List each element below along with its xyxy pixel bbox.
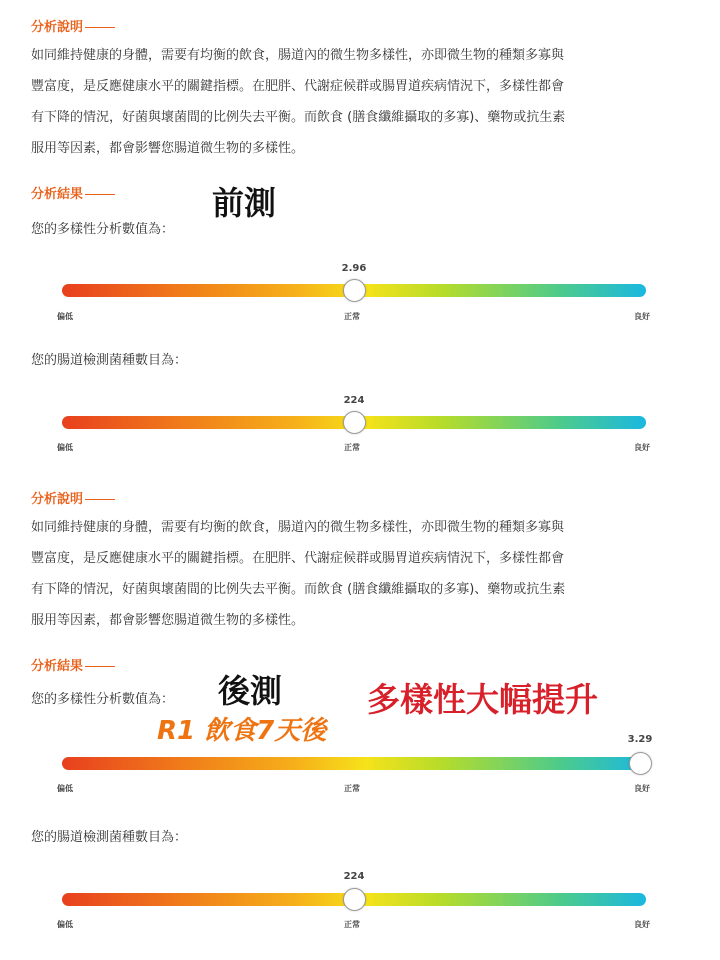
overlay-title: 前測 [212,184,277,222]
scale-mid-label: 正常 [344,312,360,321]
heading-rule [85,666,115,667]
species-value: 224 [343,871,365,882]
scale-low-label: 偏低 [57,784,73,793]
scale-low-label: 偏低 [57,312,73,321]
diversity-value: 2.96 [341,263,367,274]
diversity-label: 您的多樣性分析數值為： [31,222,175,237]
explain-heading: 分析說明 [31,488,115,507]
explain-line: 如同維持健康的身體，需要有均衡的飲食，腸道內的微生物多樣性，亦即微生物的種類多寡與 [31,520,565,535]
heading-rule [85,27,115,28]
diversity-value: 3.29 [627,734,653,745]
explain-line: 服用等因素，都會影響您腸道微生物的多樣性。 [31,141,305,156]
scale-low-label: 偏低 [57,920,73,929]
scale-mid-label: 正常 [344,784,360,793]
explain-line: 有下降的情況，好菌與壞菌間的比例失去平衡。而飲食 (膳食纖維攝取的多寡)、藥物或抗生素 [31,582,566,597]
explain-line: 豐富度，是反應健康水平的關鍵指標。在肥胖、代謝症候群或腸胃道疾病情況下，多樣性都會 [31,79,565,94]
explain-line: 有下降的情況，好菌與壞菌間的比例失去平衡。而飲食 (膳食纖維攝取的多寡)、藥物或抗生素 [31,110,566,125]
scale-high-label: 良好 [634,920,650,929]
scale-high-label: 良好 [634,443,650,452]
heading-rule [85,499,115,500]
diversity-marker [343,279,366,302]
diversity-scale-bar [62,757,646,770]
heading-rule [85,194,115,195]
diversity-marker [629,752,652,775]
scale-mid-label: 正常 [344,920,360,929]
overlay-subtitle: R1 飲食7天後 [157,716,327,746]
scale-high-label: 良好 [634,312,650,321]
species-marker [343,411,366,434]
explain-line: 豐富度，是反應健康水平的關鍵指標。在肥胖、代謝症候群或腸胃道疾病情況下，多樣性都會 [31,551,565,566]
result-heading: 分析結果 [31,183,115,202]
species-label: 您的腸道檢測菌種數目為： [31,353,188,368]
species-marker [343,888,366,911]
overlay-title: 後測 [218,672,283,710]
explain-line: 服用等因素，都會影響您腸道微生物的多樣性。 [31,613,305,628]
species-label: 您的腸道檢測菌種數目為： [31,830,188,845]
result-heading: 分析結果 [31,655,115,674]
diversity-label: 您的多樣性分析數值為： [31,692,175,707]
explain-heading: 分析說明 [31,16,115,35]
species-value: 224 [343,395,365,406]
scale-mid-label: 正常 [344,443,360,452]
overlay-highlight: 多樣性大幅提升 [367,680,598,719]
scale-low-label: 偏低 [57,443,73,452]
explain-line: 如同維持健康的身體，需要有均衡的飲食，腸道內的微生物多樣性，亦即微生物的種類多寡與 [31,48,565,63]
scale-high-label: 良好 [634,784,650,793]
